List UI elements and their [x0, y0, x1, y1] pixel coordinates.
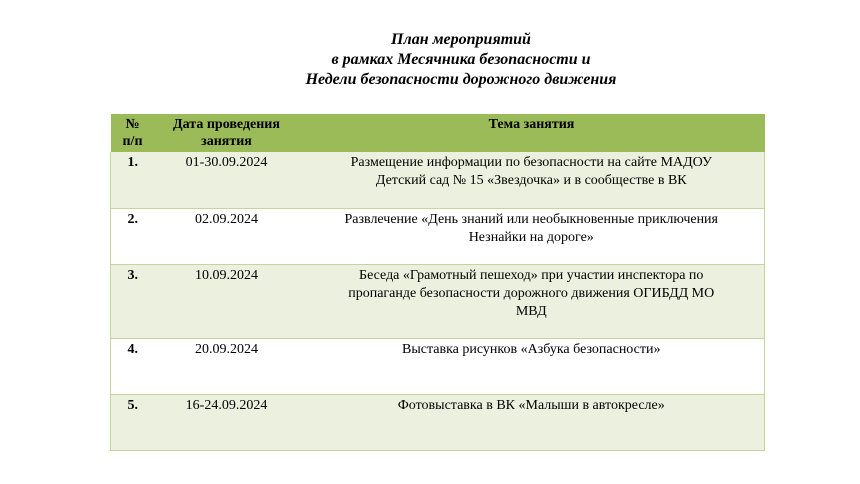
row-topic-line: Размещение информации по безопасности на сайте МАДОУ [350, 155, 712, 170]
row-number: 5. [127, 397, 138, 413]
row-topic-line: Детский сад № 15 «Звездочка» и в сообществе в ВК [375, 173, 687, 188]
row-number: 3. [127, 267, 138, 283]
row-topic-line: Выставка рисунков «Азбука безопасности» [402, 341, 661, 357]
row-topic [299, 338, 765, 394]
header-number-line-1: № [125, 117, 140, 132]
document-title [0, 30, 860, 90]
header-number-line-2: п/п [122, 134, 143, 149]
header-date-line-1: Дата проведения [173, 117, 280, 132]
row-date: 01-30.09.2024 [185, 155, 268, 170]
row-topic [299, 264, 765, 338]
events-table [110, 114, 765, 451]
table-row [111, 394, 765, 450]
header-date-line-2: занятия [201, 134, 252, 149]
table-header-row [111, 114, 765, 152]
table-row [111, 208, 765, 264]
header-date [155, 114, 299, 152]
header-topic: Тема занятия [488, 117, 575, 132]
row-topic-line: Фотовыставка в ВК «Малыши в автокресле» [397, 397, 665, 413]
row-topic [299, 152, 765, 208]
row-number: 4. [127, 341, 138, 357]
title-line-1: План мероприятий [391, 31, 531, 48]
row-number: 2. [127, 211, 138, 227]
row-topic-line: Незнайки на дороге» [468, 229, 594, 245]
row-topic-line: МВД [515, 303, 547, 319]
title-line-2: в рамках Месячника безопасности и [331, 51, 591, 68]
row-date: 20.09.2024 [195, 341, 258, 357]
title-line-3: Недели безопасности дорожного движения [305, 71, 617, 88]
row-topic [299, 208, 765, 264]
row-date: 10.09.2024 [195, 267, 258, 283]
row-date: 02.09.2024 [195, 211, 258, 227]
row-topic-line: Беседа «Грамотный пешеход» при участии инспектора по [359, 267, 704, 283]
header-number [111, 114, 155, 152]
row-date: 16-24.09.2024 [185, 397, 268, 413]
row-topic-line: пропаганде безопасности дорожного движения ОГИБДД МО [348, 285, 715, 301]
row-topic-line: Развлечение «День знаний или необыкновенные приключения [344, 211, 718, 227]
row-topic [299, 394, 765, 450]
table-row [111, 338, 765, 394]
table-row [111, 152, 765, 208]
row-number: 1. [127, 155, 138, 170]
table-row [111, 264, 765, 338]
